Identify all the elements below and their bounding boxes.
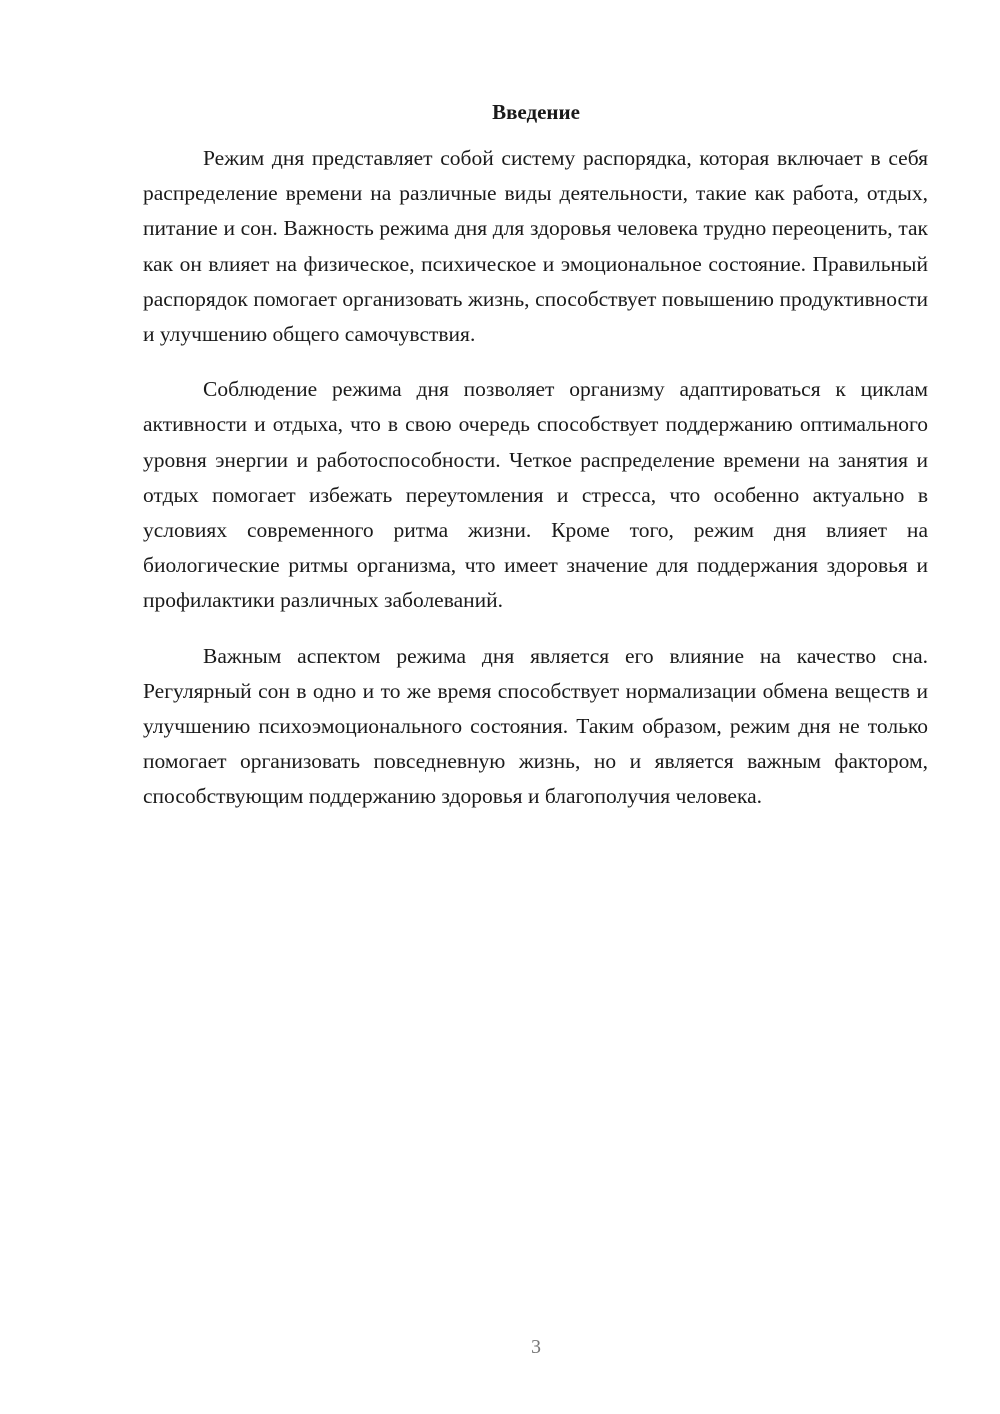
paragraph-2: Соблюдение режима дня позволяет организму адаптироваться к циклам активности и отдыха, что в свою очередь способствует поддержанию оптимального уровня энергии и работоспособности. Четкое распределение времени на занятия и отдых помогает избежать переутомления и стресса, что особенно актуально в условиях современного ритма жизни. Кроме того, режим дня влияет на биологические ритмы организма, что имеет значение для поддержания здоровья и профилактики различных заболеваний.	[143, 377, 928, 613]
paragraph-1: Режим дня представляет собой систему распорядка, которая включает в себя распределение времени на различные виды деятельности, такие как работа, отдых, питание и сон. Важность режима дня для здоровья человека трудно переоценить, так как он влияет на физическое, психическое и эмоциональное состояние. Правильный распорядок помогает организовать жизнь, способствует повышению продуктивности и улучшению общего самочувствия.	[143, 146, 928, 347]
paragraph-3: Важным аспектом режима дня является его влияние на качество сна. Регулярный сон в одно и то же время способствует нормализации обмена веществ и улучшению психоэмоционального состояния. Таким образом, режим дня не только помогает организовать повседневную жизнь, но и является важным фактором, способствующим поддержанию здоровья и благополучия человека.	[143, 643, 928, 809]
body-text	[143, 141, 928, 815]
section-heading: Введение	[492, 100, 580, 124]
page-number: 3	[531, 1336, 541, 1358]
